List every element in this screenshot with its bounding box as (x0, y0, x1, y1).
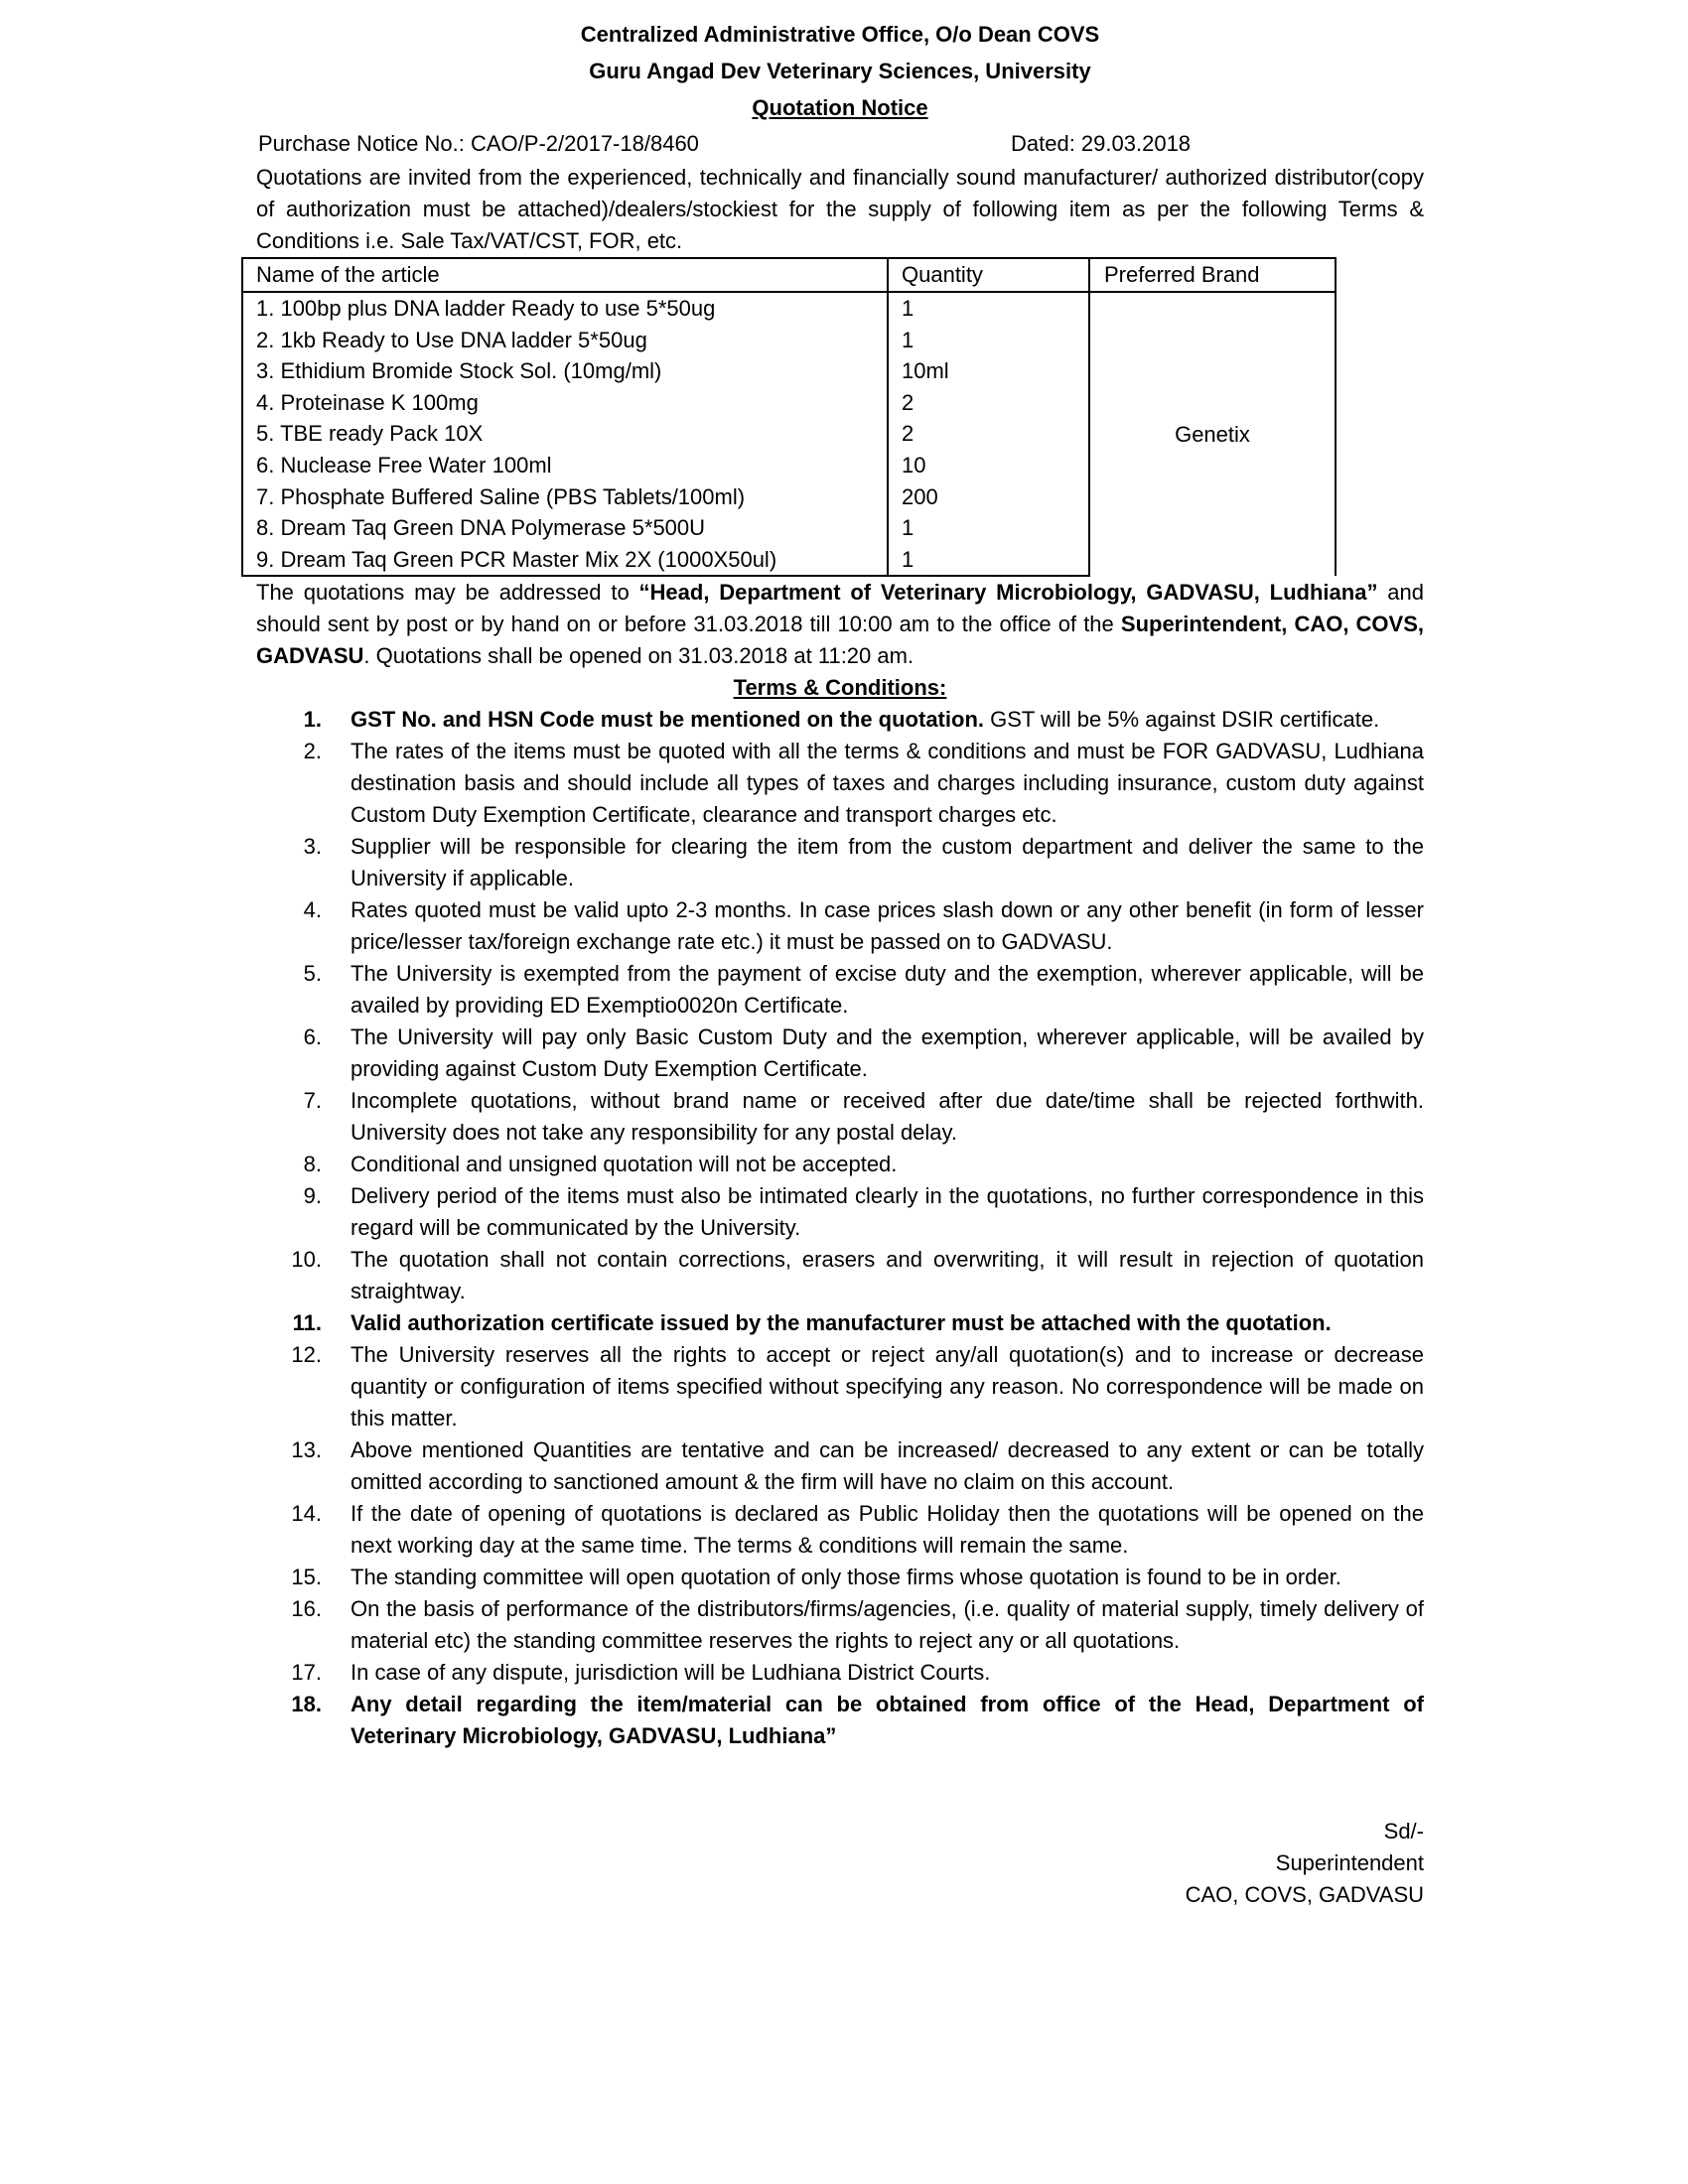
term-item (256, 1244, 1424, 1307)
article-name-cell: 5. TBE ready Pack 10X (242, 418, 888, 450)
term-bold-text: GST No. and HSN Code must be mentioned on the quotation. (351, 707, 984, 733)
university-name: Guru Angad Dev Veterinary Sciences, University (589, 59, 1091, 83)
address-paragraph (256, 577, 1424, 672)
office-name: Centralized Administrative Office, O/o Dean COVS (580, 22, 1100, 47)
quantity-cell: 2 (888, 387, 1089, 419)
notice-date: Dated: 29.03.2018 (1011, 131, 1192, 156)
term-number: 9. (303, 1183, 322, 1209)
term-number: 13. (291, 1437, 322, 1463)
term-item (256, 831, 1424, 894)
term-text: Incomplete quotations, without brand name or received after due date/time shall be rejected forthwith. University does not take any responsibility for any postal delay. (351, 1088, 1424, 1146)
term-number: 11. (292, 1310, 322, 1336)
term-item (256, 1307, 1424, 1339)
term-number: 14. (291, 1501, 322, 1527)
term-item (256, 1657, 1424, 1689)
term-item (256, 958, 1424, 1022)
purchase-notice-number: Purchase Notice No.: CAO/P-2/2017-18/8460 (258, 131, 699, 156)
article-name-cell: 3. Ethidium Bromide Stock Sol. (10mg/ml) (242, 355, 888, 387)
column-header-article: Name of the article (242, 258, 888, 292)
term-text: Rates quoted must be valid upto 2-3 months. In case prices slash down or any other benefit (in form of lesser price/lesser tax/foreign exchange rate etc.) it must be passed on to GADVASU. (351, 897, 1424, 955)
term-text: GST will be 5% against DSIR certificate. (984, 707, 1380, 733)
term-text: The University reserves all the rights to accept or reject any/all quotation(s) and to increase or decrease quantity or configuration of items specified without specifying any reason. No correspondence will be made on this matter. (351, 1342, 1424, 1432)
table-header-row (242, 258, 1336, 292)
term-item (256, 1562, 1424, 1593)
term-number: 7. (303, 1088, 322, 1114)
term-number: 6. (303, 1024, 322, 1050)
term-bold-text: Valid authorization certificate issued by the manufacturer must be attached with the quotation. (351, 1310, 1332, 1336)
term-text: In case of any dispute, jurisdiction will be Ludhiana District Courts. (351, 1660, 991, 1686)
quantity-cell: 10 (888, 450, 1089, 481)
term-number: 8. (303, 1152, 322, 1177)
term-text: Conditional and unsigned quotation will not be accepted. (351, 1152, 898, 1177)
term-item (256, 1593, 1424, 1657)
preferred-brand-cell: Genetix (1089, 292, 1336, 576)
signature-sd: Sd/- (1383, 1819, 1424, 1843)
term-text: Delivery period of the items must also be intimated clearly in the quotations, no further correspondence in this regard will be communicated by the University. (351, 1183, 1424, 1241)
term-text: The rates of the items must be quoted with all the terms & conditions and must be FOR GADVASU, Ludhiana destination basis and should include all types of taxes and charges including insurance, custom duty against Custom Duty Exemption Certificate, clearance and transport charges etc. (351, 739, 1424, 828)
term-number: 18. (291, 1692, 322, 1717)
address-office: Superintendent, CAO, COVS, GADVASU (256, 612, 1425, 669)
term-number: 2. (303, 739, 322, 764)
quantity-cell: 2 (888, 418, 1089, 450)
notice-meta (256, 128, 1424, 162)
term-number: 5. (303, 961, 322, 987)
intro-paragraph: Quotations are invited from the experienced, technically and financially sound manufacturer/ authorized distributor(copy of authorization must be attached)/dealers/stockiest for the supply of following item as per the following Terms & Conditions i.e. Sale Tax/VAT/CST, FOR, etc. (256, 165, 1424, 253)
quantity-cell: 10ml (888, 355, 1089, 387)
signature-office: CAO, COVS, GADVASU (1185, 1882, 1424, 1907)
term-item (256, 1339, 1424, 1434)
terms-list (256, 704, 1424, 1752)
address-recipient: “Head, Department of Veterinary Microbiology, GADVASU, Ludhiana” (638, 580, 1378, 606)
column-header-brand: Preferred Brand (1089, 258, 1336, 292)
article-name-cell: 4. Proteinase K 100mg (242, 387, 888, 419)
term-item (256, 1689, 1424, 1752)
table-row (242, 292, 1336, 325)
address-text: The quotations may be addressed to (256, 580, 639, 606)
signature-designation: Superintendent (1275, 1850, 1424, 1875)
article-name-cell: 7. Phosphate Buffered Saline (PBS Tablets/100ml) (242, 481, 888, 513)
term-text: The standing committee will open quotation of only those firms whose quotation is found to be in order. (351, 1565, 1341, 1590)
term-text: Above mentioned Quantities are tentative and can be increased/ decreased to any extent or can be totally omitted according to sanctioned amount & the firm will have no claim on this account. (351, 1437, 1424, 1495)
term-text: If the date of opening of quotations is declared as Public Holiday then the quotations will be opened on the next working day at the same time. The terms & conditions will remain the same. (351, 1501, 1424, 1559)
quantity-cell: 1 (888, 512, 1089, 544)
term-number: 1. (303, 707, 322, 733)
items-table (241, 257, 1336, 577)
term-text: The quotation shall not contain corrections, erasers and overwriting, it will result in rejection of quotation straightway. (351, 1247, 1424, 1304)
term-number: 16. (291, 1596, 322, 1622)
article-name-cell: 1. 100bp plus DNA ladder Ready to use 5*50ug (242, 292, 888, 325)
article-name-cell: 8. Dream Taq Green DNA Polymerase 5*500U (242, 512, 888, 544)
terms-heading: Terms & Conditions: (733, 675, 947, 701)
term-item (256, 1434, 1424, 1498)
term-item (256, 1022, 1424, 1085)
article-name-cell: 6. Nuclease Free Water 100ml (242, 450, 888, 481)
term-text: The University is exempted from the payment of excise duty and the exemption, wherever applicable, will be availed by providing ED Exemptio0020n Certificate. (351, 961, 1424, 1019)
page-title: Quotation Notice (752, 95, 928, 120)
quantity-cell: 200 (888, 481, 1089, 513)
term-number: 4. (303, 897, 322, 923)
quantity-cell: 1 (888, 544, 1089, 577)
term-number: 3. (303, 834, 322, 860)
term-item (256, 1180, 1424, 1244)
address-text: and should sent by post or by hand on or before 31.03.2018 till 10:00 am to the office of the (256, 580, 1424, 637)
term-item (256, 894, 1424, 958)
term-item (256, 1498, 1424, 1562)
column-header-quantity: Quantity (888, 258, 1089, 292)
notice-document (256, 16, 1424, 1752)
term-number: 10. (291, 1247, 322, 1273)
quantity-cell: 1 (888, 325, 1089, 356)
address-text: . Quotations shall be opened on 31.03.2018 at 11:20 am. (363, 643, 914, 669)
term-item (256, 736, 1424, 831)
term-text: The University will pay only Basic Custom Duty and the exemption, wherever applicable, will be availed by providing against Custom Duty Exemption Certificate. (351, 1024, 1424, 1082)
term-item (256, 1149, 1424, 1180)
term-number: 12. (291, 1342, 322, 1368)
quantity-cell: 1 (888, 292, 1089, 325)
article-name-cell: 9. Dream Taq Green PCR Master Mix 2X (1000X50ul) (242, 544, 888, 577)
article-name-cell: 2. 1kb Ready to Use DNA ladder 5*50ug (242, 325, 888, 356)
term-text: Supplier will be responsible for clearing the item from the custom department and deliver the same to the University if applicable. (351, 834, 1424, 891)
term-item (256, 704, 1424, 736)
term-number: 17. (291, 1660, 322, 1686)
term-item (256, 1085, 1424, 1149)
term-number: 15. (291, 1565, 322, 1590)
term-bold-text: Any detail regarding the item/material can be obtained from office of the Head, Department of Veterinary Microbiology, GADVASU, Ludhiana” (351, 1692, 1424, 1749)
signature-block (1092, 1816, 1424, 1911)
term-text: On the basis of performance of the distributors/firms/agencies, (i.e. quality of material supply, timely delivery of material etc) the standing committee reserves the rights to reject any or all quotations. (351, 1596, 1424, 1654)
